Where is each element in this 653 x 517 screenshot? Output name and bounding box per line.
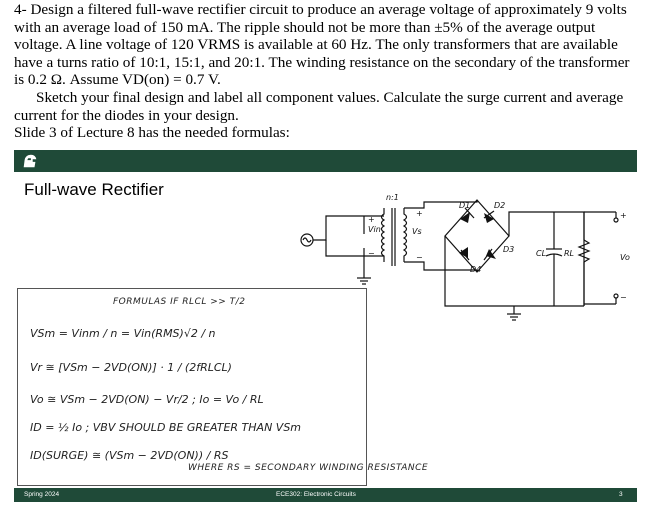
spartan-logo-icon (21, 152, 39, 170)
vin-label: Vin (368, 225, 381, 234)
vo-label: Vo (620, 253, 630, 262)
svg-text:−: − (368, 249, 375, 258)
svg-text:−: − (416, 253, 423, 262)
footer-page-number: 3 (619, 491, 623, 498)
formula-vr: Vr ≅ [VSm − 2VD(ON)] · 1 / (2fRLCL) (30, 361, 232, 374)
vs-label: Vs (412, 227, 422, 236)
svg-text:+: + (368, 215, 375, 224)
d4-label: D4 (470, 265, 482, 274)
footer-term: Spring 2024 (24, 491, 60, 498)
d2-label: D2 (494, 201, 506, 210)
slide-header-bar (14, 150, 637, 172)
lecture-slide (14, 150, 637, 502)
formula-vo: Vo ≅ VSm − 2VD(ON) − Vr/2 ; Io = Vo / RL (30, 393, 264, 406)
svg-text:+: + (620, 211, 627, 220)
formula-isurge: ID(SURGE) ≅ (VSm − 2VD(ON)) / RS (30, 449, 229, 462)
d3-label: D3 (503, 245, 515, 254)
cl-label: CL (536, 249, 547, 258)
slide-reference: Slide 3 of Lecture 8 has the needed formulas: (14, 124, 290, 142)
formula-vsm: VSm = Vinm / n = Vin(RMS)√2 / n (30, 327, 216, 340)
turns-ratio-label: n:1 (386, 193, 399, 202)
formulas-heading: FORMULAS IF RLCL >> T/2 (113, 297, 246, 307)
slide-title: Full-wave Rectifier (24, 180, 164, 199)
problem-text: 4- Design a filtered full-wave rectifier circuit to produce an average voltage of approximately 9 volts with an average load of 150 mA. The ripple should not be more than ±5% of the average output voltage. A line voltage of 120 VRMS is available at 60 Hz. The only transformers that are available have a turns ratio of 10:1, 15:1, and 20:1. The winding resistance on the secondary of the transformer is 0.2 Ω. Assume VD(on) = 0.7 V. (14, 1, 630, 89)
problem-statement (14, 1, 642, 142)
d1-label: D1 (459, 201, 471, 210)
problem-sketch-text: Sketch your final design and label all component values. Calculate the surge current and average current for the diodes in your design. (14, 88, 624, 124)
svg-text:+: + (416, 209, 423, 218)
rl-label: RL (564, 249, 575, 258)
slide-footer (14, 488, 637, 502)
formula-rs-note: WHERE RS = SECONDARY WINDING RESISTANCE (188, 463, 429, 473)
svg-text:−: − (620, 293, 627, 302)
formula-id: ID = ½ Io ; VBV SHOULD BE GREATER THAN VSm (30, 421, 302, 434)
handwritten-formulas (17, 288, 429, 486)
footer-course: ECE302: Electronic Circuits (276, 491, 356, 498)
